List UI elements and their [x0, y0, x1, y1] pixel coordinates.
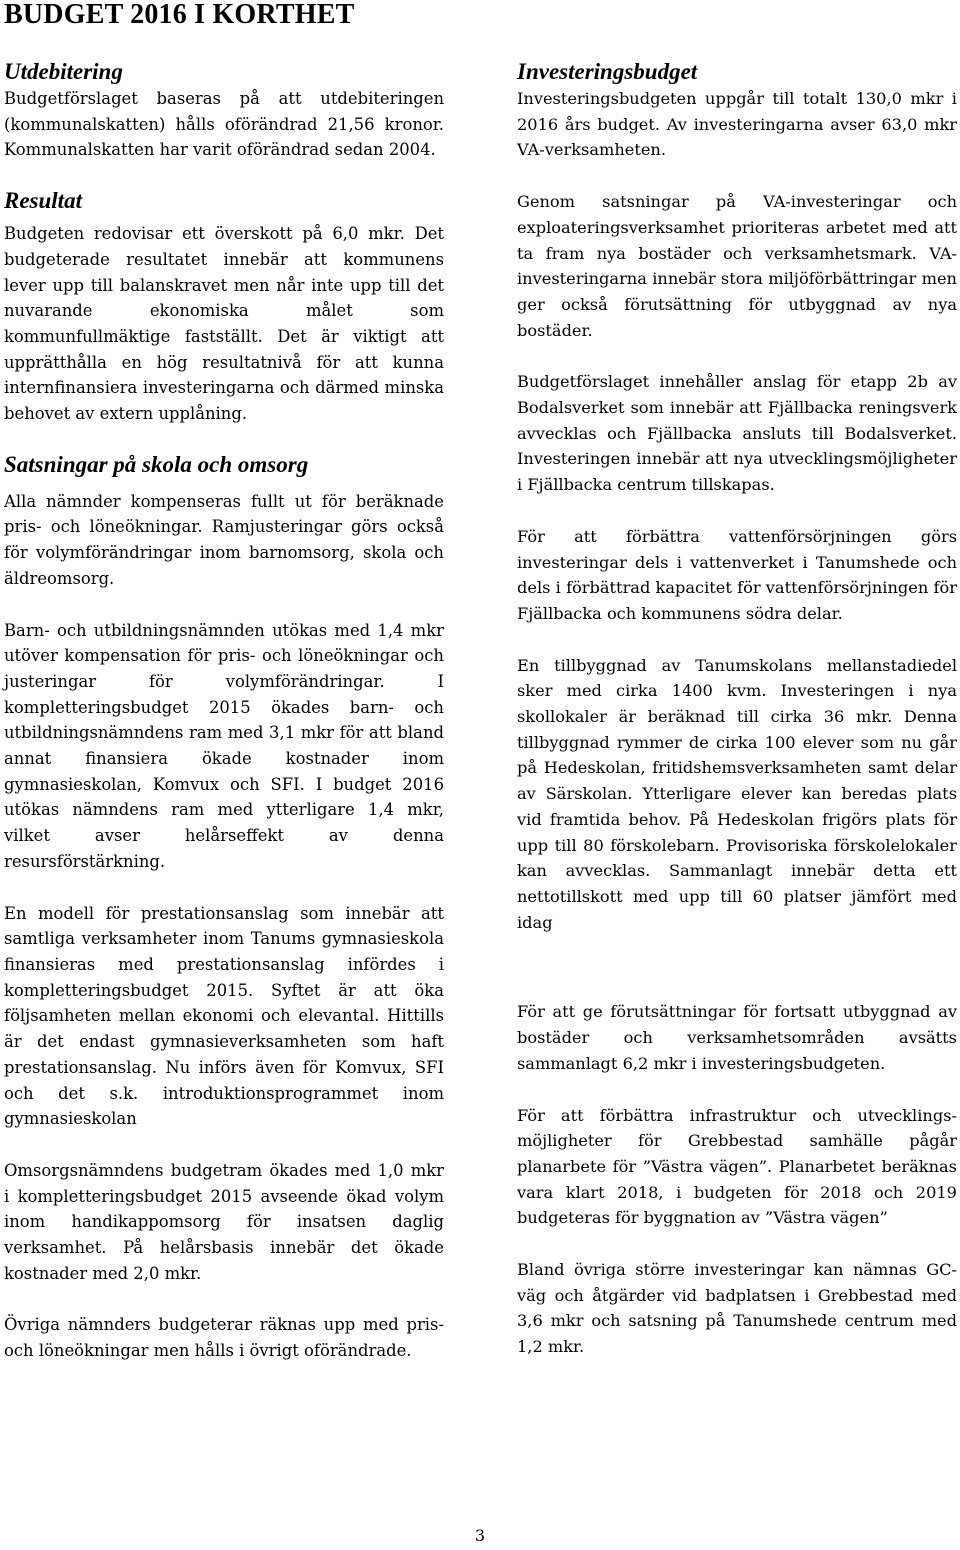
page-title: BUDGET 2016 I KORTHET: [4, 0, 355, 30]
paragraph: En modell för prestationsanslag som innebär att samtliga verksamheter inom Tanums gymnasieskola finansieras med prestationsanslag infördes i kompletteringsbudget 2015. Syftet är att öka följsamheten mellan ekonomi och elevantal. Hittills är det endast gymnasieverksamheten som haft prestationsanslag. Nu införs även för Komvux, SFI och det s.k. introduktionsprogrammet inom gymnasieskolan: [4, 903, 444, 1129]
paragraph: Alla nämnder kompenseras fullt ut för beräknade pris- och löneökningar. Ramjusteringar görs också för volymförändringar inom barnomsorg, skola och äldreomsorg.: [4, 491, 444, 588]
left-column: [4, 58, 444, 1364]
paragraph: Genom satsningar på VA-investeringar och exploateringsverksamhet prioriteras arbetet med att ta fram nya bostäder och verksamhetsmark. VA-investeringarna innebär stora miljöförbättringar men ger också förutsättning för utbyggnad av nya bostäder.: [517, 192, 957, 340]
paragraph: Omsorgsnämndens budgetram ökades med 1,0 mkr i kompletteringsbudget 2015 avseende ökad volym inom handikappomsorg för insatsen daglig verksamhet. På helårsbasis innebär det ökade kostnader med 2,0 mkr.: [4, 1160, 444, 1283]
right-column: [517, 58, 957, 1360]
paragraph: Investeringsbudgeten uppgår till totalt 130,0 mkr i 2016 års budget. Av investeringarna avser 63,0 mkr VA-verksamheten.: [517, 89, 957, 160]
paragraph: Övriga nämnders budgeterar räknas upp med pris- och löneökningar men hålls i övrigt oförändrade.: [4, 1315, 444, 1361]
paragraph: Budgetförslaget baseras på att utdebiteringen (kommunalskatten) hålls oförändrad 21,56 kronor. Kommunalskatten har varit oförändrad sedan 2004.: [4, 89, 444, 160]
section-heading-resultat: Resultat: [4, 188, 82, 214]
paragraph: Budgeten redovisar ett överskott på 6,0 mkr. Det budgeterade resultatet innebär att kommunens lever upp till balanskravet men når inte upp till det nuvarande ekonomiska målet som kommunfullmäktige fastställt. Det är viktigt att upprätthålla en hög resultatnivå för att kunna internfinansiera investeringarna och därmed minska behovet av extern upplåning.: [4, 224, 444, 424]
paragraph: Barn- och utbildningsnämnden utökas med 1,4 mkr utöver kompensation för pris- och löneökningar och justeringar för volymförändringar. I kompletteringsbudget 2015 ökades barn- och utbildningsnämndens ram med 3,1 mkr för att bland annat finansiera ökade kostnader inom gymnasieskolan, Komvux och SFI. I budget 2016 utökas nämndens ram med ytterligare 1,4 mkr, vilket avser helårseffekt av denna resursförstärkning.: [4, 620, 444, 871]
paragraph: Budgetförslaget innehåller anslag för etapp 2b av Bodalsverket som innebär att Fjällbacka reningsverk avvecklas och Fjällbacka ansluts till Bodalsverket. Investeringen innebär att nya utvecklingsmöjligheter i Fjällbacka centrum tillskapas.: [517, 372, 957, 495]
page-number: 3: [474, 1526, 486, 1545]
section-heading-investeringsbudget: Investeringsbudget: [517, 59, 698, 84]
paragraph: För att förbättra infrastruktur och utvecklingsmöjligheter för Grebbestad samhälle pågår planarbete för ”Västra vägen”. Planarbetet beräknas vara klart 2018, i budgeten för 2018 och 2019 budgeteras för byggnation av ”Västra vägen”: [517, 1105, 957, 1228]
paragraph: För att förbättra vattenförsörjningen görs investeringar dels i vattenverket i Tanumshede och dels i förbättrad kapacitet för vattenförsörjningen för Fjällbacka och kommunens södra delar.: [517, 526, 957, 623]
paragraph: För att ge förutsättningar för fortsatt utbyggnad av bostäder och verksamhetsområden avsätts sammanlagt 6,2 mkr i investeringsbudgeten.: [517, 1002, 957, 1073]
section-heading-utdebitering: Utdebitering: [4, 59, 123, 84]
paragraph: En tillbyggnad av Tanumskolans mellanstadiedel sker med cirka 1400 kvm. Investeringen i nya skollokaler är beräknad till cirka 36 mkr. Denna tillbyggnad rymmer de cirka 100 elever som nu går på Hedeskolan, fritidshemsverksamheten samt delar av Särskolan. Ytterligare elever kan beredas plats vid framtida behov. På Hedeskolan frigörs plats för upp till 80 förskolebarn. Provisoriska förskolelokaler kan avvecklas. Sammanlagt innebär detta ett nettotillskott med upp till 60 platser jämfört med idag: [517, 655, 957, 932]
section-heading-satsningar: Satsningar på skola och omsorg: [4, 451, 309, 477]
paragraph: Bland övriga större investeringar kan nämnas GC-väg och åtgärder vid badplatsen i Grebbestad med 3,6 mkr och satsning på Tanumshede centrum med 1,2 mkr.: [517, 1260, 957, 1357]
